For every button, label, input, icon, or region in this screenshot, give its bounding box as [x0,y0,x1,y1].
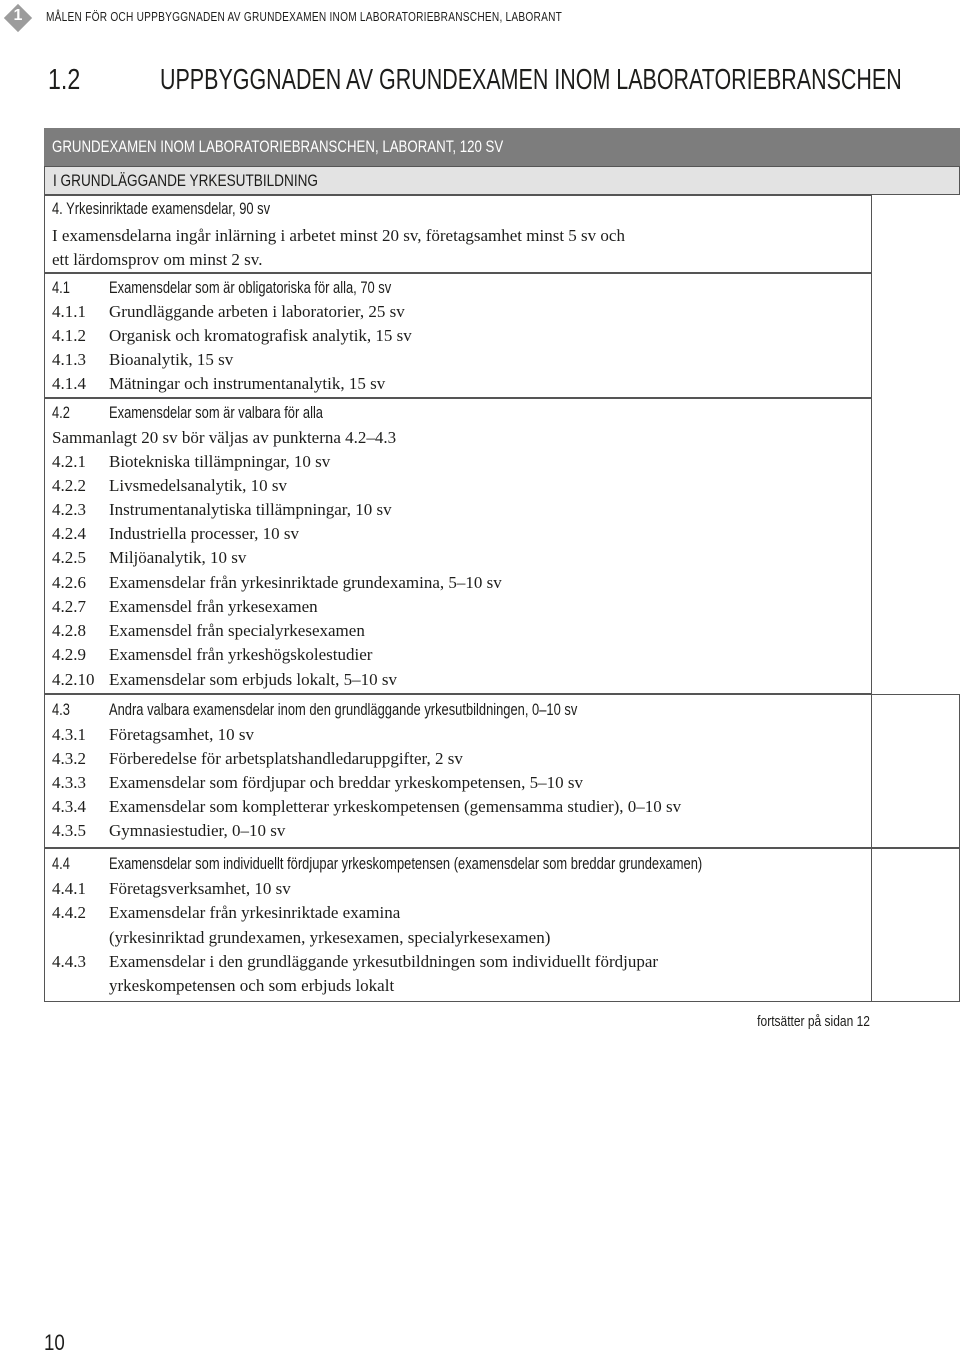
item-text: Industriella processer, 10 sv [109,524,300,543]
group-code: 4.2 [52,403,70,422]
list-item [52,374,385,394]
list-item [52,952,658,972]
part4-intro-line: ett lärdomsprov om minst 2 sv. [52,250,263,269]
part4-heading: 4. Yrkesinriktade examensdelar, 90 sv [52,199,271,218]
item-code: 4.2.2 [52,476,86,495]
banner-text: GRUNDEXAMEN INOM LABORATORIEBRANSCHEN, LABORANT, 120 SV [52,137,504,156]
item-text: Examensdelar från yrkesinriktade grundexamina, 5–10 sv [109,573,502,592]
item-text: Examensdelar från yrkesinriktade examina [109,903,401,922]
chapter-number: 1 [13,7,23,24]
item-text: Examensdelar som fördjupar och breddar yrkeskompetensen, 5–10 sv [109,773,583,792]
item-text: Examensdelar som erbjuds lokalt, 5–10 sv [109,670,398,689]
list-item-continuation [52,928,550,948]
item-text: Examensdel från yrkesexamen [109,597,318,616]
page-number: 10 [44,1330,65,1355]
list-item [52,476,287,496]
item-text: Företagsamhet, 10 sv [109,725,254,744]
part4-intro-line: I examensdelarna ingår inlärning i arbetet minst 20 sv, företagsamhet minst 5 sv och [52,226,625,245]
item-text: Instrumentanalytiska tillämpningar, 10 sv [109,500,392,519]
item-code: 4.4.1 [52,879,86,898]
section-number: 1.2 [48,64,81,96]
list-item [52,500,392,520]
list-item [52,773,583,793]
list-item [52,326,412,346]
item-text: Examensdelar i den grundläggande yrkesutbildningen som individuellt fördjupar [109,952,659,971]
item-text: Miljöanalytik, 10 sv [109,548,247,567]
item-code: 4.4.2 [52,903,86,922]
item-code: 4.4.3 [52,952,86,971]
list-item-continuation [52,976,394,996]
list-item [52,797,681,817]
list-item [52,903,400,923]
section-title: UPPBYGGNADEN AV GRUNDEXAMEN INOM LABORATORIEBRANSCHEN [160,64,902,96]
group-code: 4.1 [52,278,70,297]
group-heading [52,403,323,423]
item-code: 4.1.2 [52,326,86,345]
list-item [52,821,285,841]
group-44-right-cell [871,848,960,1002]
group-heading [52,278,391,298]
list-item [52,725,254,745]
subheader-right-cell [871,166,960,195]
item-code: 4.2.3 [52,500,86,519]
group-title: Examensdelar som är obligatoriska för alla, 70 sv [109,278,392,297]
item-text: Examensdel från specialyrkesexamen [109,621,365,640]
item-code: 4.1.3 [52,350,86,369]
item-code: 4.2.7 [52,597,86,616]
item-text: Gymnasiestudier, 0–10 sv [109,821,286,840]
item-text: Företagsverksamhet, 10 sv [109,879,291,898]
table-banner [44,128,960,166]
list-item [52,452,330,472]
item-text: (yrkesinriktad grundexamen, yrkesexamen, specialyrkesexamen) [109,928,551,947]
item-text: Livsmedelsanalytik, 10 sv [109,476,288,495]
item-text: Grundläggande arbeten i laboratorier, 25 sv [109,302,405,321]
list-item [52,670,397,690]
group-code: 4.4 [52,854,70,873]
group-title: Examensdelar som är valbara för alla [109,403,323,422]
subheader-label: I GRUNDLÄGGANDE YRKESUTBILDNING [53,171,319,190]
item-text: Examensdelar som kompletterar yrkeskompetensen (gemensamma studier), 0–10 sv [109,797,682,816]
list-item [52,350,233,370]
list-item [52,573,502,593]
running-header: MÅLEN FÖR OCH UPPBYGGNADEN AV GRUNDEXAMEN INOM LABORATORIEBRANSCHEN, LABORANT [46,9,563,24]
item-text: Bioanalytik, 15 sv [109,350,234,369]
item-code: 4.3.1 [52,725,86,744]
item-code: 4.2.1 [52,452,86,471]
continued-note: fortsätter på sidan 12 [757,1013,870,1030]
item-code: 4.3.5 [52,821,86,840]
list-item [52,524,299,544]
item-code: 4.2.9 [52,645,86,664]
item-code: 4.2.8 [52,621,86,640]
item-text: yrkeskompetensen och som erbjuds lokalt [109,976,395,995]
item-text: Förberedelse för arbetsplatshandledaruppgifter, 2 sv [109,749,463,768]
item-code: 4.3.2 [52,749,86,768]
item-code: 4.3.3 [52,773,86,792]
list-item [52,645,372,665]
item-code: 4.2.4 [52,524,86,543]
group-note: Sammanlagt 20 sv bör väljas av punkterna 4.2–4.3 [52,428,397,447]
item-text: Organisk och kromatografisk analytik, 15 sv [109,326,412,345]
group-heading [52,700,577,720]
item-code: 4.1.4 [52,374,86,393]
list-item [52,879,291,899]
group-title: Andra valbara examensdelar inom den grundläggande yrkesutbildningen, 0–10 sv [109,700,578,719]
list-item [52,749,463,769]
list-item [52,621,365,641]
group-43-right-cell [871,694,960,848]
item-code: 4.1.1 [52,302,86,321]
item-code: 4.2.5 [52,548,86,567]
list-item [52,548,246,568]
group-heading [52,854,702,874]
item-text: Mätningar och instrumentanalytik, 15 sv [109,374,386,393]
list-item [52,302,405,322]
list-item [52,597,318,617]
item-code: 4.2.6 [52,573,86,592]
group-code: 4.3 [52,700,70,719]
subheader-row [44,166,872,195]
item-text: Examensdel från yrkeshögskolestudier [109,645,373,664]
group-title: Examensdelar som individuellt fördjupar yrkeskompetensen (examensdelar som breddar grundexamen) [109,854,703,873]
item-text: Biotekniska tillämpningar, 10 sv [109,452,331,471]
chapter-badge [4,4,32,32]
item-code: 4.2.10 [52,670,95,689]
item-code: 4.3.4 [52,797,86,816]
